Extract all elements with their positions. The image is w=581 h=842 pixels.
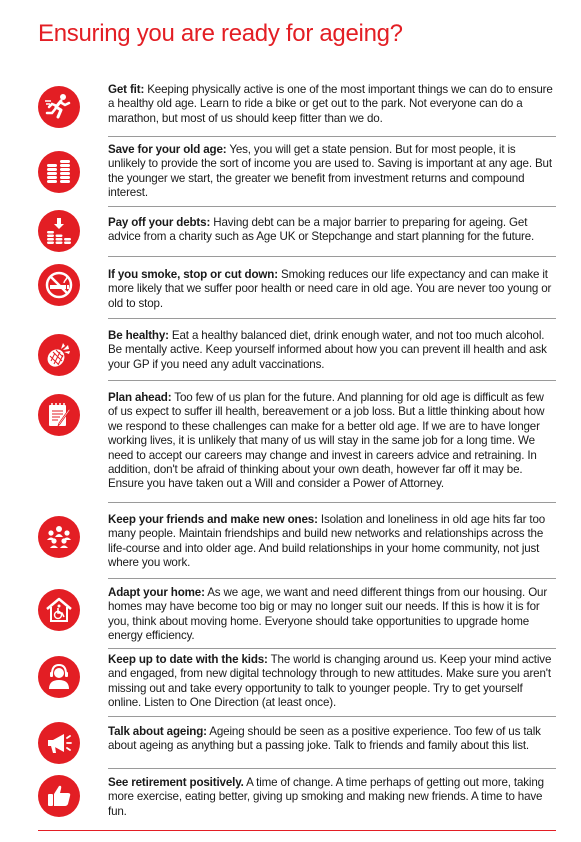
running-person-icon [38,86,80,128]
item-body: Smoking reduces our life expectancy and can make it more likely that we suffer poor health or need care in old age. You are never too young or old to stop. [108,268,552,310]
item-body: Isolation and loneliness in old age hits far too many people. Maintain friendships and build new networks and relationships across the life-course and into older age. And build relationships in your home community, not just where you work. [108,513,546,570]
group-people-icon [38,516,80,558]
item-heading: See retirement positively. [108,776,244,789]
item-body: Ageing should be seen as a positive experience. Too few of us talk about ageing as anything but a passing joke. Talk to friends and family about this list. [108,725,541,753]
item-body: The world is changing around us. Keep your mind active and engaged, from new digital technology through to new attitudes. Make sure you aren't missing out and take every opportunity to talk to younger people. Try to get yourself online. Listen to One Direction (at least once). [108,653,552,710]
megaphone-icon [38,722,80,764]
item-body: Eat a healthy balanced diet, drink enough water, and not too much alcohol. Be mentally active. Keep yourself informed about how you can prevent ill health and ask your GP if you need any adult vaccinations. [108,329,547,371]
person-headphones-icon [38,656,80,698]
divider [108,502,556,503]
item-body: Keeping physically active is one of the most important things we can do to ensure a healthy old age. Learn to ride a bike or get out to the park. Not everyone can do a marathon, but most of us should keep fitter than we do. [108,83,553,125]
item-heading: Keep up to date with the kids: [108,653,268,666]
divider [108,256,556,257]
thumbs-up-icon [38,775,80,817]
item-body: Too few of us plan for the future. And planning for old age is difficult as few of us expect to suffer ill health, bereavement or a job loss. But a little thinking about how we respond to these challenges can make for a better old age. If we are to have longer working lives, it is unlikely that many of us will stay in the same job for a long time. We need to accept our careers may change and invest in careers advice and retraining. In addition, don't be afraid of thinking about your own death, however far off it may be. Ensure you have taken out a Will and consider a Power of Attorney. [108,391,545,491]
item-body: As we age, we want and need different things from our housing. Our homes may have become too big or may no longer suit our needs. If this is how it is for you, think about moving home. Everyone should take opportunities to upgrade home energy efficiency. [108,586,548,643]
list-item-text [108,268,556,311]
item-heading: Get fit: [108,83,145,96]
coins-down-arrow-icon [38,210,80,252]
page-title: Ensuring you are ready for ageing? [38,20,403,47]
coin-stacks-icon [38,151,80,193]
divider [108,578,556,579]
pineapple-icon [38,334,80,376]
list-item-text [108,143,556,201]
no-smoking-icon [38,264,80,306]
divider [108,318,556,319]
divider [108,648,556,649]
bottom-divider [38,830,556,831]
list-item-text [108,586,556,644]
list-item-text [108,83,556,126]
notepad-pencil-icon [38,394,80,436]
item-heading: Adapt your home: [108,586,205,599]
divider [108,716,556,717]
item-heading: Be healthy: [108,329,169,342]
divider [108,206,556,207]
list-item-text [108,391,556,492]
item-heading: Plan ahead: [108,391,172,404]
item-body: Yes, you will get a state pension. But for most people, it is unlikely to provide the sort of income you are used to. Saving is important at any age. But the younger we start, the greater we benefit from investment returns and compound interest. [108,143,552,200]
item-body: Having debt can be a major barrier to preparing for ageing. Get advice from a charity such as Age UK or Stepchange and start planning for the future. [108,216,535,244]
list-item-text [108,329,556,372]
list-item-text [108,653,556,711]
item-body: A time of change. A time perhaps of getting out more, taking more exercise, eating better, giving up smoking and making new friends. A time to have fun. [108,776,544,818]
item-heading: Save for your old age: [108,143,227,156]
list-item-text [108,776,556,819]
divider [108,768,556,769]
list-item-text [108,216,556,245]
item-heading: Pay off your debts: [108,216,211,229]
divider [108,380,556,381]
house-wheelchair-icon [38,589,80,631]
divider [108,136,556,137]
item-heading: If you smoke, stop or cut down: [108,268,278,281]
list-item-text [108,725,556,754]
item-heading: Talk about ageing: [108,725,207,738]
list-item-text [108,513,556,571]
item-heading: Keep your friends and make new ones: [108,513,318,526]
